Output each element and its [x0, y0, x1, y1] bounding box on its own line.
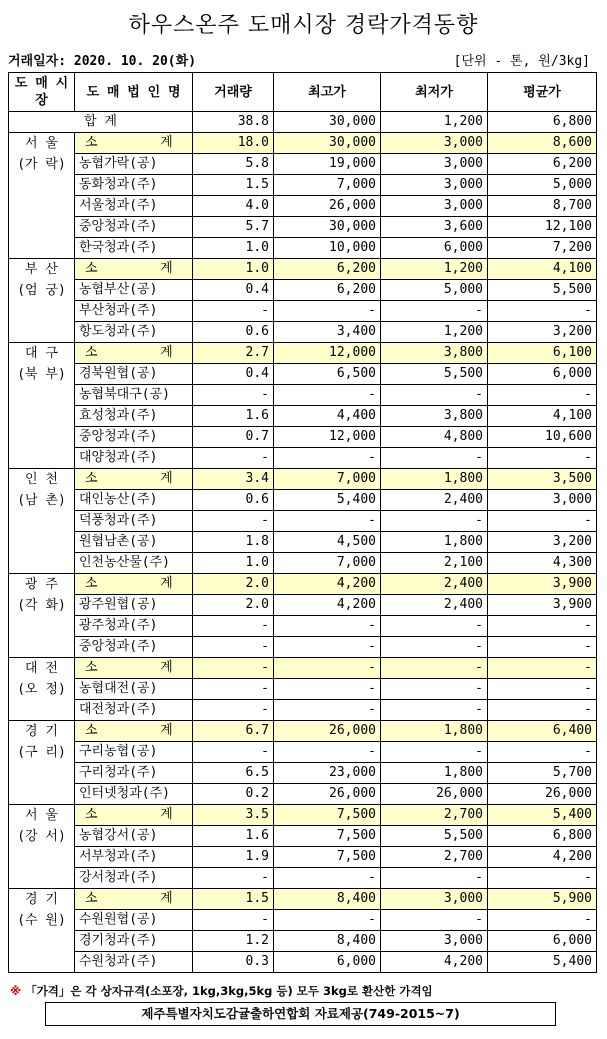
- volume-cell: 1.0: [193, 259, 274, 280]
- volume-cell: 5.8: [193, 154, 274, 175]
- volume-cell: -: [193, 679, 274, 700]
- corp-name: 동화청과(주): [75, 175, 193, 196]
- high-price-cell: 23,000: [274, 763, 381, 784]
- low-price-cell: -: [381, 868, 488, 889]
- corp-name: 농협부산(공): [75, 280, 193, 301]
- low-price-cell: 2,700: [381, 805, 488, 826]
- corp-name: 수원원협(공): [75, 910, 193, 931]
- low-price-cell: -: [381, 658, 488, 679]
- high-price-cell: 7,500: [274, 805, 381, 826]
- high-price-cell: -: [274, 301, 381, 322]
- table-row: [9, 196, 597, 217]
- high-price-cell: 30,000: [274, 133, 381, 154]
- avg-price-cell: -: [488, 868, 597, 889]
- table-row: [9, 490, 597, 511]
- source-box: 제주특별자치도감귤출하연합회 자료제공(749-2015~7): [45, 1002, 556, 1026]
- low-price-cell: 1,800: [381, 721, 488, 742]
- low-price-cell: 5,500: [381, 364, 488, 385]
- low-price-cell: 4,800: [381, 427, 488, 448]
- corp-name: 구리청과(주): [75, 763, 193, 784]
- corp-name: 대인농산(주): [75, 490, 193, 511]
- corp-name: 중앙청과(주): [75, 427, 193, 448]
- volume-cell: -: [193, 700, 274, 721]
- table-row: [9, 322, 597, 343]
- header-avg: 평균가: [488, 73, 597, 112]
- corp-name: 서울청과(주): [75, 196, 193, 217]
- corp-name: 농협대전(공): [75, 679, 193, 700]
- low-price-cell: 1,800: [381, 469, 488, 490]
- avg-price-cell: 6,000: [488, 364, 597, 385]
- volume-cell: -: [193, 385, 274, 406]
- low-price-cell: -: [381, 448, 488, 469]
- volume-cell: 1.6: [193, 406, 274, 427]
- avg-price-cell: 4,100: [488, 259, 597, 280]
- avg-price-cell: 5,400: [488, 952, 597, 973]
- corp-name: 소 계: [75, 343, 193, 364]
- price-table: [8, 72, 597, 973]
- table-row: [9, 364, 597, 385]
- table-row: [9, 553, 597, 574]
- subtotal-row: [9, 658, 597, 679]
- volume-cell: 4.0: [193, 196, 274, 217]
- table-row: [9, 595, 597, 616]
- low-price-cell: 4,200: [381, 952, 488, 973]
- high-price-cell: 6,000: [274, 952, 381, 973]
- avg-price-cell: 3,000: [488, 490, 597, 511]
- avg-price-cell: 3,200: [488, 532, 597, 553]
- avg-price-cell: 6,000: [488, 931, 597, 952]
- avg-price-cell: 6,100: [488, 343, 597, 364]
- high-price-cell: 7,500: [274, 826, 381, 847]
- high-price-cell: -: [274, 868, 381, 889]
- low-price-cell: 3,000: [381, 889, 488, 910]
- avg-price-cell: 4,200: [488, 847, 597, 868]
- market-region: 부 산 (엄 궁): [9, 259, 75, 343]
- high-price-cell: 3,400: [274, 322, 381, 343]
- corp-name: 광주원협(공): [75, 595, 193, 616]
- table-row: [9, 763, 597, 784]
- header-volume: 거래량: [193, 73, 274, 112]
- corp-name: 소 계: [75, 889, 193, 910]
- corp-name: 중앙청과(주): [75, 217, 193, 238]
- avg-price-cell: 6,400: [488, 721, 597, 742]
- high-price-cell: 8,400: [274, 931, 381, 952]
- low-price-cell: 2,700: [381, 847, 488, 868]
- corp-name: 농협북대구(공): [75, 385, 193, 406]
- low-price-cell: 2,100: [381, 553, 488, 574]
- avg-price-cell: 8,700: [488, 196, 597, 217]
- subtotal-row: [9, 721, 597, 742]
- avg-price-cell: 5,000: [488, 175, 597, 196]
- header-market: 도 매 시 장: [9, 73, 75, 112]
- volume-cell: 0.4: [193, 280, 274, 301]
- volume-cell: -: [193, 868, 274, 889]
- unit-label: [단위 - 톤, 원/3kg]: [453, 54, 590, 69]
- corp-name: 농협가락(공): [75, 154, 193, 175]
- corp-name: 강서청과(주): [75, 868, 193, 889]
- high-price-cell: 26,000: [274, 784, 381, 805]
- volume-cell: 0.3: [193, 952, 274, 973]
- high-price-cell: 19,000: [274, 154, 381, 175]
- avg-price-cell: -: [488, 385, 597, 406]
- high-price-cell: 26,000: [274, 721, 381, 742]
- high-price-cell: 4,500: [274, 532, 381, 553]
- high-price-cell: 7,000: [274, 175, 381, 196]
- high-price-cell: 7,000: [274, 553, 381, 574]
- table-row: [9, 175, 597, 196]
- avg-price-cell: 7,200: [488, 238, 597, 259]
- high-price-cell: 4,200: [274, 595, 381, 616]
- avg-price-cell: 5,500: [488, 280, 597, 301]
- corp-name: 인천농산물(주): [75, 553, 193, 574]
- high-price-cell: -: [274, 385, 381, 406]
- avg-price-cell: 6,200: [488, 154, 597, 175]
- low-price-cell: 2,400: [381, 595, 488, 616]
- low-price-cell: -: [381, 637, 488, 658]
- corp-name: 소 계: [75, 721, 193, 742]
- avg-price-cell: 5,400: [488, 805, 597, 826]
- high-price-cell: 26,000: [274, 196, 381, 217]
- table-row: [9, 742, 597, 763]
- avg-price-cell: -: [488, 910, 597, 931]
- table-row: [9, 448, 597, 469]
- volume-cell: 18.0: [193, 133, 274, 154]
- grand-total-volume: 38.8: [193, 112, 274, 133]
- volume-cell: 1.8: [193, 532, 274, 553]
- corp-name: 대양청과(주): [75, 448, 193, 469]
- avg-price-cell: 26,000: [488, 784, 597, 805]
- high-price-cell: -: [274, 616, 381, 637]
- low-price-cell: 6,000: [381, 238, 488, 259]
- high-price-cell: -: [274, 700, 381, 721]
- subtotal-row: [9, 259, 597, 280]
- low-price-cell: 1,200: [381, 322, 488, 343]
- subtotal-row: [9, 133, 597, 154]
- table-row: [9, 385, 597, 406]
- subtotal-row: [9, 469, 597, 490]
- volume-cell: 1.9: [193, 847, 274, 868]
- corp-name: 서부청과(주): [75, 847, 193, 868]
- table-row: [9, 301, 597, 322]
- table-row: [9, 679, 597, 700]
- corp-name: 대전청과(주): [75, 700, 193, 721]
- report-meta: [8, 50, 590, 68]
- high-price-cell: 5,400: [274, 490, 381, 511]
- high-price-cell: -: [274, 511, 381, 532]
- avg-price-cell: -: [488, 700, 597, 721]
- volume-cell: 1.2: [193, 931, 274, 952]
- low-price-cell: 1,200: [381, 259, 488, 280]
- corp-name: 소 계: [75, 259, 193, 280]
- market-region: 서 울 (강 서): [9, 805, 75, 889]
- volume-cell: -: [193, 616, 274, 637]
- corp-name: 소 계: [75, 469, 193, 490]
- grand-total-low: 1,200: [381, 112, 488, 133]
- high-price-cell: 4,200: [274, 574, 381, 595]
- corp-name: 경북원협(공): [75, 364, 193, 385]
- corp-name: 효성청과(주): [75, 406, 193, 427]
- corp-name: 경기청과(주): [75, 931, 193, 952]
- low-price-cell: -: [381, 385, 488, 406]
- volume-cell: 3.4: [193, 469, 274, 490]
- low-price-cell: -: [381, 301, 488, 322]
- volume-cell: -: [193, 658, 274, 679]
- avg-price-cell: 3,900: [488, 574, 597, 595]
- header-low: 최저가: [381, 73, 488, 112]
- table-header-row: [9, 73, 597, 112]
- volume-cell: 2.0: [193, 574, 274, 595]
- avg-price-cell: 8,600: [488, 133, 597, 154]
- table-row: [9, 511, 597, 532]
- market-region: 경 기 (수 원): [9, 889, 75, 973]
- volume-cell: 2.7: [193, 343, 274, 364]
- avg-price-cell: 6,800: [488, 826, 597, 847]
- volume-cell: 1.0: [193, 553, 274, 574]
- volume-cell: 6.7: [193, 721, 274, 742]
- avg-price-cell: 4,300: [488, 553, 597, 574]
- low-price-cell: 3,600: [381, 217, 488, 238]
- volume-cell: -: [193, 910, 274, 931]
- high-price-cell: 8,400: [274, 889, 381, 910]
- corp-name: 한국청과(주): [75, 238, 193, 259]
- corp-name: 덕풍청과(주): [75, 511, 193, 532]
- low-price-cell: -: [381, 679, 488, 700]
- market-region: 서 울 (가 락): [9, 133, 75, 259]
- volume-cell: 1.0: [193, 238, 274, 259]
- volume-cell: 0.6: [193, 322, 274, 343]
- avg-price-cell: 3,200: [488, 322, 597, 343]
- subtotal-row: [9, 343, 597, 364]
- volume-cell: 1.6: [193, 826, 274, 847]
- volume-cell: -: [193, 742, 274, 763]
- table-row: [9, 784, 597, 805]
- volume-cell: 1.5: [193, 175, 274, 196]
- corp-name: 인터넷청과(주): [75, 784, 193, 805]
- grand-total-label: 합 계: [9, 112, 193, 133]
- volume-cell: 1.5: [193, 889, 274, 910]
- high-price-cell: -: [274, 448, 381, 469]
- volume-cell: 0.2: [193, 784, 274, 805]
- table-row: [9, 868, 597, 889]
- table-row: [9, 238, 597, 259]
- table-row: [9, 154, 597, 175]
- avg-price-cell: 3,500: [488, 469, 597, 490]
- high-price-cell: 4,400: [274, 406, 381, 427]
- grand-total-avg: 6,800: [488, 112, 597, 133]
- corp-name: 소 계: [75, 658, 193, 679]
- grand-total-high: 30,000: [274, 112, 381, 133]
- avg-price-cell: 12,100: [488, 217, 597, 238]
- table-row: [9, 931, 597, 952]
- high-price-cell: 30,000: [274, 217, 381, 238]
- high-price-cell: 6,200: [274, 259, 381, 280]
- high-price-cell: -: [274, 910, 381, 931]
- subtotal-row: [9, 805, 597, 826]
- note-text: 「가격」은 각 상자규격(소포장, 1kg,3kg,5kg 등) 모두 3kg로 환산한 가격임: [25, 984, 433, 998]
- low-price-cell: 5,000: [381, 280, 488, 301]
- low-price-cell: 3,000: [381, 931, 488, 952]
- table-row: [9, 826, 597, 847]
- low-price-cell: 3,000: [381, 196, 488, 217]
- high-price-cell: 12,000: [274, 427, 381, 448]
- high-price-cell: 6,500: [274, 364, 381, 385]
- avg-price-cell: -: [488, 637, 597, 658]
- avg-price-cell: -: [488, 448, 597, 469]
- corp-name: 농협강서(공): [75, 826, 193, 847]
- page-title: 하우스온주 도매시장 경락가격동향: [128, 13, 479, 38]
- high-price-cell: -: [274, 679, 381, 700]
- volume-cell: 0.4: [193, 364, 274, 385]
- high-price-cell: 7,000: [274, 469, 381, 490]
- market-region: 인 천 (남 촌): [9, 469, 75, 574]
- avg-price-cell: -: [488, 301, 597, 322]
- high-price-cell: 6,200: [274, 280, 381, 301]
- corp-name: 항도청과(주): [75, 322, 193, 343]
- avg-price-cell: 4,100: [488, 406, 597, 427]
- avg-price-cell: 3,900: [488, 595, 597, 616]
- low-price-cell: 3,800: [381, 343, 488, 364]
- table-row: [9, 700, 597, 721]
- low-price-cell: -: [381, 742, 488, 763]
- table-row: [9, 637, 597, 658]
- low-price-cell: -: [381, 511, 488, 532]
- table-row: [9, 910, 597, 931]
- low-price-cell: 26,000: [381, 784, 488, 805]
- volume-cell: -: [193, 301, 274, 322]
- volume-cell: 3.5: [193, 805, 274, 826]
- market-region: 경 기 (구 리): [9, 721, 75, 805]
- table-row: [9, 280, 597, 301]
- corp-name: 광주청과(주): [75, 616, 193, 637]
- corp-name: 구리농협(공): [75, 742, 193, 763]
- corp-name: 수원청과(주): [75, 952, 193, 973]
- high-price-cell: -: [274, 658, 381, 679]
- header-corp: 도 매 법 인 명: [75, 73, 193, 112]
- high-price-cell: -: [274, 637, 381, 658]
- table-row: [9, 616, 597, 637]
- low-price-cell: 3,800: [381, 406, 488, 427]
- volume-cell: 6.5: [193, 763, 274, 784]
- avg-price-cell: 5,700: [488, 763, 597, 784]
- low-price-cell: 2,400: [381, 574, 488, 595]
- corp-name: 소 계: [75, 574, 193, 595]
- volume-cell: -: [193, 448, 274, 469]
- market-region: 광 주 (각 화): [9, 574, 75, 658]
- low-price-cell: 5,500: [381, 826, 488, 847]
- volume-cell: 0.7: [193, 427, 274, 448]
- volume-cell: -: [193, 637, 274, 658]
- trade-date: 거래일자: 2020. 10. 20(화): [8, 54, 197, 69]
- avg-price-cell: -: [488, 658, 597, 679]
- high-price-cell: 10,000: [274, 238, 381, 259]
- high-price-cell: 7,500: [274, 847, 381, 868]
- grand-total-row: [9, 112, 597, 133]
- footnote: [10, 983, 433, 999]
- avg-price-cell: 10,600: [488, 427, 597, 448]
- low-price-cell: 1,800: [381, 532, 488, 553]
- corp-name: 부산청과(주): [75, 301, 193, 322]
- subtotal-row: [9, 574, 597, 595]
- table-row: [9, 952, 597, 973]
- subtotal-row: [9, 889, 597, 910]
- volume-cell: -: [193, 511, 274, 532]
- volume-cell: 5.7: [193, 217, 274, 238]
- low-price-cell: 1,800: [381, 763, 488, 784]
- low-price-cell: -: [381, 700, 488, 721]
- volume-cell: 0.6: [193, 490, 274, 511]
- high-price-cell: 12,000: [274, 343, 381, 364]
- market-region: 대 전 (오 정): [9, 658, 75, 721]
- corp-name: 소 계: [75, 805, 193, 826]
- low-price-cell: -: [381, 910, 488, 931]
- avg-price-cell: -: [488, 742, 597, 763]
- avg-price-cell: -: [488, 511, 597, 532]
- low-price-cell: -: [381, 616, 488, 637]
- table-row: [9, 532, 597, 553]
- table-row: [9, 427, 597, 448]
- avg-price-cell: 5,900: [488, 889, 597, 910]
- avg-price-cell: -: [488, 679, 597, 700]
- low-price-cell: 3,000: [381, 175, 488, 196]
- note-mark: ※: [10, 984, 22, 998]
- low-price-cell: 2,400: [381, 490, 488, 511]
- low-price-cell: 3,000: [381, 133, 488, 154]
- corp-name: 원협남촌(공): [75, 532, 193, 553]
- corp-name: 중앙청과(주): [75, 637, 193, 658]
- volume-cell: 2.0: [193, 595, 274, 616]
- table-row: [9, 847, 597, 868]
- header-high: 최고가: [274, 73, 381, 112]
- market-region: 대 구 (북 부): [9, 343, 75, 469]
- table-row: [9, 217, 597, 238]
- low-price-cell: 3,000: [381, 154, 488, 175]
- avg-price-cell: -: [488, 616, 597, 637]
- corp-name: 소 계: [75, 133, 193, 154]
- high-price-cell: -: [274, 742, 381, 763]
- table-row: [9, 406, 597, 427]
